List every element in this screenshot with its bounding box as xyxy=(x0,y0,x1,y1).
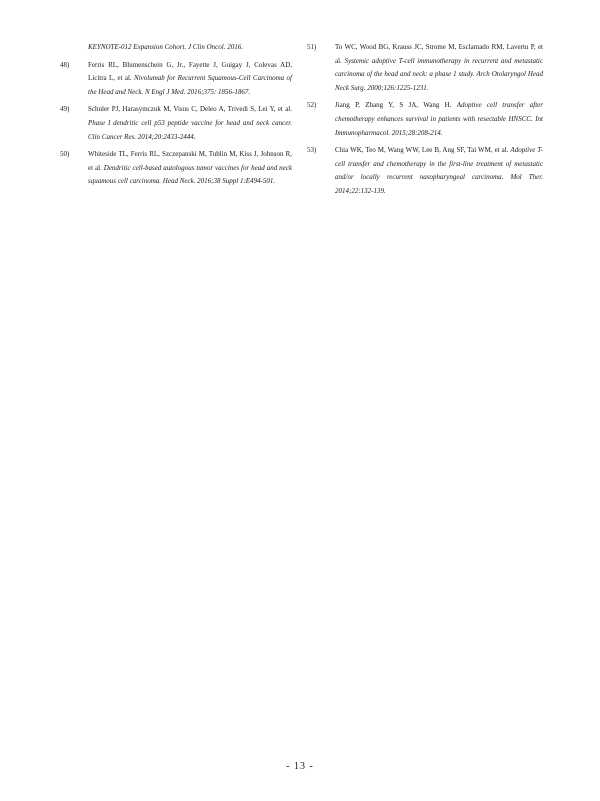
reference-authors: Jiang P, Zhang Y, S JA, Wang H. xyxy=(335,101,457,110)
references-right-column xyxy=(307,41,543,203)
references-left-column xyxy=(60,41,292,193)
reference-title: Phase I dendritic cell p53 peptide vaccine for head and neck cancer. Clin Cancer Res. 2014;20:2433-2444. xyxy=(88,118,292,141)
reference-item xyxy=(60,148,292,189)
reference-authors: Chia WK, Teo M, Wang WW, Lee B, Ang SF, Tai WM, et al. xyxy=(335,146,511,155)
reference-title: Dendritic cell-based autologous tumor vaccines for head and neck squamous cell carcinoma. Head Neck. 2016;38 Suppl 1:E494-501. xyxy=(88,163,293,186)
page-number: - 13 - xyxy=(286,761,314,772)
reference-title: Adoptive T-cell transfer and chemotherapy in the first-line treatment of metastatic and/or locally recurrent nasopharyngeal carcinoma. Mol Ther. 2014;22:132-139. xyxy=(335,146,543,195)
reference-authors: To WC, Wood BG, Krauss JC, Strome M, Esclamado RM, Lavertu P, et al. xyxy=(335,43,543,65)
reference-authors: Whiteside TL, Ferris RL, Szczepanski M, Tublin M, Kiss J, Johnson R, et al. xyxy=(88,150,292,172)
reference-number: 48) xyxy=(60,60,70,69)
reference-authors: Schuler PJ, Harasymczuk M, Visus C, Deleo A, Trivedi S, Lei Y, et al. xyxy=(88,105,292,114)
reference-item xyxy=(307,144,543,198)
reference-title: Adoptive cell transfer after chemotherapy enhances survival in patients with resectable HNSCC. Int Immunopharmacol. 2015;28:208-214. xyxy=(335,101,543,137)
reference-continuation xyxy=(60,41,292,55)
reference-number: 49) xyxy=(60,105,70,114)
reference-title: Systemic adoptive T-cell immunotherapy in recurrent and metastatic carcinoma of the head and neck: a phase 1 study. Arch Otolaryngol Head Neck Surg. 2000;126:1225-1231. xyxy=(335,56,543,92)
reference-authors: Ferris RL, Blumenschein G, Jr., Fayette J, Guigay J, Colevas AD, Licitra L, et al. xyxy=(88,60,292,83)
reference-item xyxy=(307,99,543,140)
reference-item xyxy=(60,59,292,100)
reference-item xyxy=(307,41,543,95)
reference-number: 50) xyxy=(60,150,70,159)
reference-number: 53) xyxy=(307,146,317,155)
reference-number: 52) xyxy=(307,101,317,110)
reference-item xyxy=(60,103,292,144)
reference-number: 51) xyxy=(307,43,317,51)
reference-title: Nivolumab for Recurrent Squamous-Cell Carcinoma of the Head and Neck. N Engl J Med. 2016;375: 1856-1867. xyxy=(88,74,292,96)
reference-title: KEYNOTE-012 Expansion Cohort. J Clin Oncol. 2016. xyxy=(88,43,243,51)
